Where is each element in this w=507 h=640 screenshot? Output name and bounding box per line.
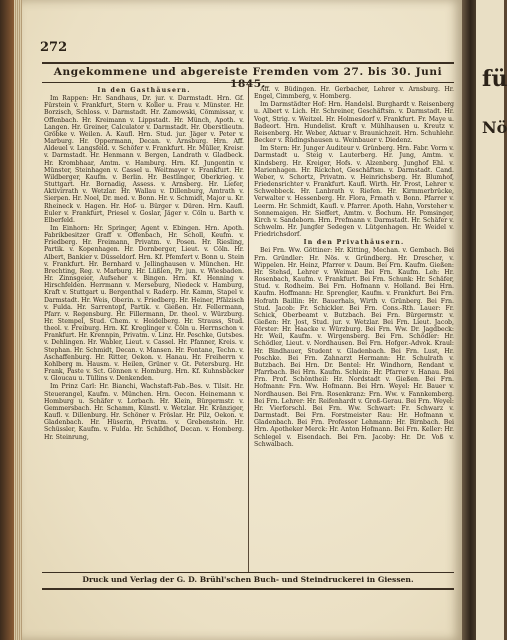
right-column [254, 86, 454, 570]
guest-list-darmstaedter-hof: Im Darmstädter Hof: Hrn. Handelsl. Burghardt v. Reisenberg u. Albert v. Lich. Hr. Schreiner, Geschäftsm. v. Darmstadt. Hr. Vogt, Strig. v. Weitzel. Hr. Holmesdorf v. Frankfurt. Fr. Maye u. Badeort. Hrn. Hundelist. Kraft v. Mühlhausen u. Kreutz v. Reisenberg. Hr. Weber, Aktuar v. Braunichzeit. Hrn. Schuhlehr. Becker v. Rüdingshausen u. Weinbauer v. Diedenz. [254, 101, 454, 145]
guest-list-continued: Aff. v. Büdingen. Hr. Gerbacher, Lehrer v. Arnsburg. Hr. Engel, Cimmberg, v. Homberg. [254, 86, 454, 101]
guest-list-stern: Im Stern: Hr. Junger Auditeur v. Grünberg. Hrn. Fabr. Vorm v. Darmstadt u. Steig v. Lauterberg. Hr. Jung, Amtm. v. Kindsberg. Hr. Kreiger, Hofs. v. Alzenberg. Junghof Ehl. v. Marienhagen. Hr. Rickchot, Geschäftsm. v. Darmstadt. Cand. Weber, v. Schortz, Privatm. v. Heinrichsberg. Hr. Blumhof, Friedensrichter v. Frankfurt. Kaufl. Wirth. Hr. Frost, Lehrer v. Schwebbeck. Hr. Lanbrath v. Riefen. Hr. Kirmmerbrücke, Verwalter v. Hessenberg. Hr. Flora, Frmath v. Bonn. Pfarrer v. Leerm. Hr. Schmidt, Kaufl. v. Pfarrer. Apoth. Hahn, Vorsteher v. Sonnemaigen. Hr. Sieffert, Amtm. v. Bochum. Hr. Pomsinger, Kirch v. Sandeborn. Hrn. Prefmann v. Darmstadt. Hr. Schäfer v. Schwelm. Hr. Jungfer Sedegen v. Lütgenhagen. Hr. Weidel v. Friedrichsdorf. [254, 145, 454, 239]
footer-rule [42, 572, 454, 573]
page-number: 272 [40, 40, 68, 55]
facing-page-fragment-1: fü [482, 66, 507, 92]
facing-page-edge [476, 0, 507, 640]
guest-list-private-houses: Bei Frn. Ww. Göttiner: Hr. Kitting, Mechan. v. Gembach. Bei Frn. Gründler: Hr. Nös. v. Gründberg. Hr. Drescher, v. Wippelen. Hr. Heinz, Pfarrer v. Daum. Bei Frn. Kaufm. Gießen: Hr. Stehsd, Lehrer v. Weimar. Bei Frn. Kaufm. Leh: Hr. Rosenbach, Kaufm. v. Frankfurt. Bei Frn. Schunk: Hr. Schäfer, Stud. v. Rodheim. Bei Frn. Hofmann v. Holland. Bei Hrn. Kaufm. Hoffmann: Hr. Sprengler, Kaufm. v. Frankfurt. Bei Frn. Hofrath Baillin: Hr. Bauerhals, Wirth v. Grünberg. Bei Frn. Stud. Jacob: Fr. Schickler. Bei Frn. Cons.-Rth. Lauer: Fr. Schick, Oberbeamt v. Butzbach. Bei Frn. Bürgermstr. v. Gießen: Hr. Jost, Stud. jur. v. Wetzlar. Bei Frn. Lieut. Jacob, Förster: Hr. Haacke v. Würzburg. Bei Frn. Ww. Dr. Jagdbeck: Hr. Weil, Kaufm. v. Wirgensberg. Bei Frn. Schödler: Hr. Schödler, Lieut. v. Nordhausen. Bei Frn. Hofger.-Advok. Kraul: Hr. Bindhauer, Student v. Gladenbach. Bei Frn. Lust, Hr. Poschke. Bei Frn. Zahnarzt Hermann: Hr. Schulrath v. Butzbach. Bei Hrn. Dr. Bentel: Hr. Windhorn, Rendant v. Pfarrbach. Bei Hrn. Kaufm. Schlein: Hr. Pfarrer v. Hanau. Bei Frn. Prof. Schöntheil: Hr. Nordstadt v. Gießen. Bei Frn. Hofmann: Frn. Ww. Hofmann. Bei Hrn. Weyel: Hr. Bauer v. Nordhausen. Bei Frn. Rosenkranz: Frn. Ww. v. Fannkemberg. Bei Frn. Lehrer: Hr. Reifenhardt v. Groß-Gerau. Bei Frn. Weyel: Hr. Vierforschl. Bei Frn. Ww. Schwart: Fr. Schwarz v. Darmstadt. Bei Frn. Forstmeister Rau: Hr. Hofmann v. Gladenbach. Bei Frn. Professor Lehmann: Hr. Birnbach. Bei Hrn. Apotheker Merck: Hr. Anton Hofmann. Bei Frn. Keller: Hr. Schlegel v. Eisendach. Bei Frn. Jacoby: Hr. Dr. Voß v. Schwalbach. [254, 247, 454, 448]
section-heading-private-houses: In den Privathäusern. [303, 239, 405, 247]
title-rule [42, 82, 454, 83]
facing-page-fragment-2: Nö [482, 118, 507, 137]
guest-list-rappen: Im Rappen: Hr. Sandhaus, Dr. jur. v. Darmstadt. Hrn. Gf. Fürstein v. Frankfurt, Stern v. Koller u. Frau v. Münster. Hr. Borzisch, Schloss. v. Darmstadt. Hr. Zamowski, Cömmissar, v. Offenbach. Hr. Kreimann v. Lippstadt. Hr. Münch, Apoth. v. Langen. Hr. Greiner, Calculator v. Darmstadt. Hr. Oberstlieutn. Gröbke v. Weilen. A. Kaufl. Hrn. Stud. jur. Jäger v. Peter v. Marburg. Hr. Oppermann, Decan. v. Arnsburg. Hrn. Aff. Aldeuel v. Langsfeld. v. Schöfer v. Frankfurt. Hr. Müller, Kreisr. v. Darmstadt. Hr. Henmann v. Bergen, Landrath v. Gladbeck. Hr. Krombhaar, Amtm. v. Hamburg. Hrn. Kf. Jungentin v. Münster, Steinhagen v. Cassel u. Weitmayer v. Frankfurt. Hr. Wildberger, Kaufm. v. Berlin. Hr. Bestlinger, Oberkrieg. v. Stuttgart. Hr. Bornadig, Assess. v. Arnsberg. Hr. Liefer, Aktivirrath v. Wetzlar. Hr. Wallau v. Dillenburg, Amtrath v. Sierpen. Hr. Noel, Dr. med. v. Bonn. Hr. v. Schmidt, Major u. Kr. Rheineck v. Hagen. Hr. Hof- u. Bürger v. Düren. Hrn. Kaufl. Euler v. Frankfurt, Priesel v. Goslar, Jäger v. Cöln u. Barth v. Elberfeld. [44, 95, 244, 224]
guest-list-prinz-carl: Im Prinz Carl: Hr. Bianchi, Wachstaft-Fab.-Bes. v. Tilsit. Hr. Steuerangel, Kaufm. v. München. Hrn. Oecon. Heinemann v. Homburg u. Schäfer v. Lorbach. Hr. Klein, Bürgermstr. v. Gemmersbach. Hr. Schamm, Künstl. v. Wetzlar. Hr. Kränziger, Kaufl. v. Dillenburg. Hr. Schöner v. Fröslar. Hr. Pilz, Oekon. v. Gladenbach. Hr. Hüserin, Privatm. v. Grebenstein. Hr. Schüssler, Kaufm. v. Fulda. Hr. Schildhof, Decan. v. Homberg. Hr. Steinrung, [44, 383, 244, 441]
left-column [44, 86, 244, 570]
footer-rule-bottom [42, 588, 454, 590]
printer-imprint: Druck und Verlag der G. D. Brühl'schen Buch- und Steindruckerei in Giessen. [82, 575, 414, 584]
book-page [22, 0, 462, 640]
guest-list-einhorn: Im Einhorn: Hr. Springer, Agent v. Ebingen. Hrn. Apoth. Fabrikbesitzer Graff v. Offenbach, Hr. Scholl, Keufm. v. Friedberg. Hr. Freimann, Privatm. v. Posen. Hr. Riesling, Partik. v. Kopenhagen. Hr. Dornberger, Lieut. v. Cöln. Hr. Albert, Bankier v. Düsseldorf. Hrn. Kf. Pfemfert v. Bonn u. Stein v. Frankfurt. Hr. Bernhard v. Jellinghausen v. München. Hr. Brechting, Reg. v. Marburg. Hr. Lüßlen, Pr. jun. v. Wiesbaden. Hr. Zinnsgeier, Aufseher v. Bingen. Hrn. Kf. Henning v. Hirschfelden. Herrmann v. Merseburg, Niedeck v. Hamburg, Kraft v. Stuttgart u. Bergenthal v. Raderp. Hr. Kamm, Stapel v. Darmstadt. Hr. Weis, Oberin. v. Friedberg. Hr. Heiner, Pfälzisch v. Fulda. Hr. Sarrentopf, Partik. v. Gießen. Hr. Fellermann, Pfarr. v. Regensburg. Hr. Fillermann, Dr. theol. v. Würzburg. Hr. Stempel, Stud. Chem. v. Heidelberg. Hr. Strauss, Stud. theol. v. Freiburg. Hrn. Kf. Kreglinger v. Cöln u. Herrnschon v. Frankfurt. Hr. Krennpin, Privatm. v. Linz. Hr. Peschke, Gutsbes. v. Dehlingen. Hr. Wabler, Lieut. v. Cassel. Hr. Pfanner, Kreis. v. Stephan. Hr. Schmidt, Decan. v. Mansen. Hr. Fontane, Techn. v. Aschaffenburg. Hr. Ritter, Oekon. v. Hanau. Hr. Freiherrn v. Kohlberg m. Hausm. v. Heilen, Grüner v. Gt. Petersburg. Hr. Frank, Paste v. Sct. Gönnen v. Homburg. Hrn. Kf. Kuhnsbäcker v. Gloucau u. Tüllins v. Denkenden. [44, 224, 245, 383]
book-gutter [462, 0, 476, 640]
header-rule [42, 62, 454, 64]
page-title: Angekommene und abgereiste Fremden vom 27. bis 30. Juni 1845. [53, 66, 443, 90]
column-divider [248, 84, 249, 572]
section-heading-guesthouses: In den Gasthäusern. [97, 87, 191, 94]
